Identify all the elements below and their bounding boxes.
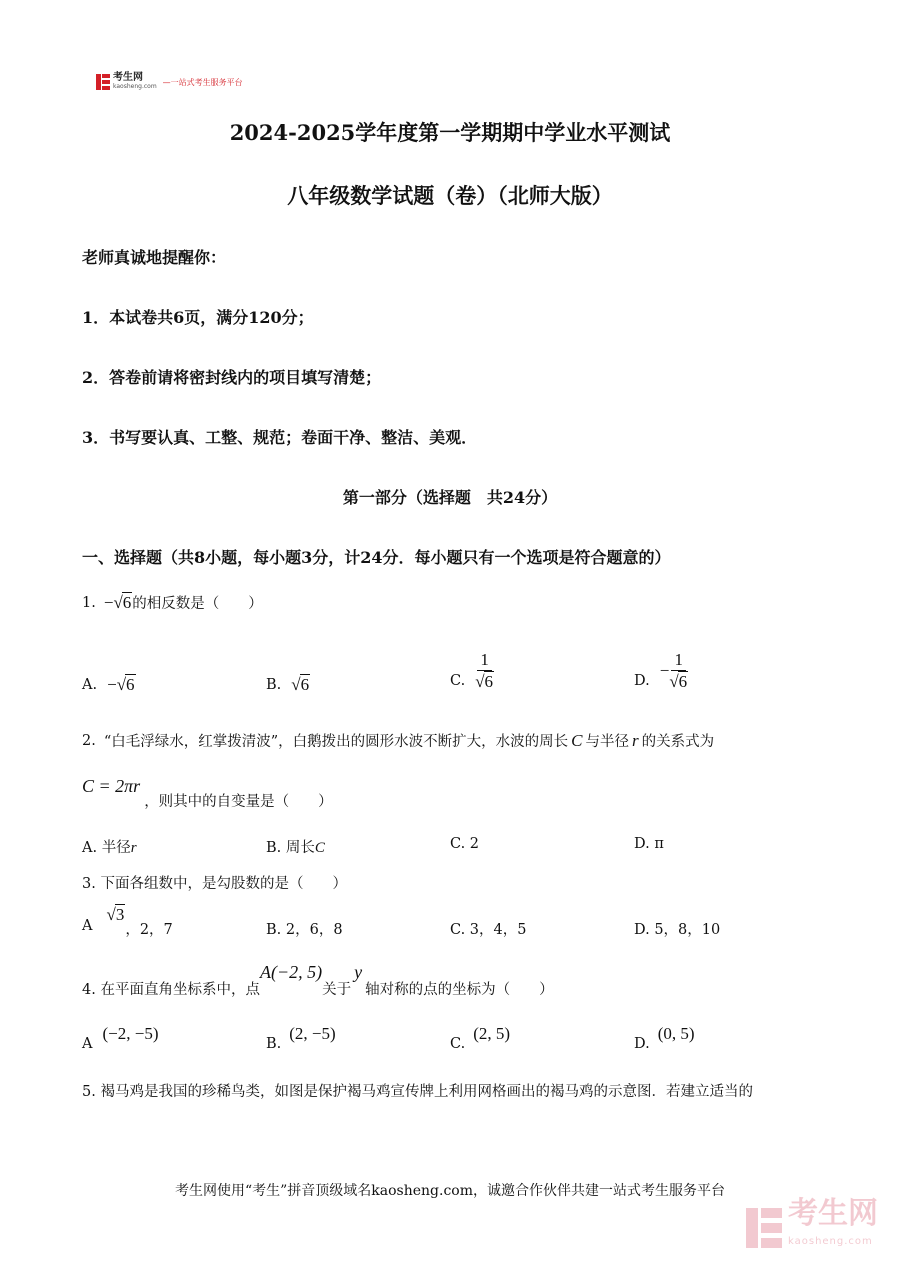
notice-item-3: 3．书写要认真、工整、规范；卷面干净、整洁、美观．: [82, 428, 478, 447]
watermark: [746, 1196, 878, 1256]
q2-option-b[interactable]: B. 周长C: [266, 840, 325, 856]
question-1-stem: 1. − √6 的相反数是（ ）: [82, 592, 263, 612]
notice-item-1: 1．本试卷共6页，满分120分；: [82, 308, 314, 327]
q1-option-c[interactable]: C. $\frac{1}{√6}$: [450, 650, 494, 691]
q4-option-c[interactable]: C. (2, 5): [450, 1024, 511, 1052]
q4-option-b[interactable]: B. (2, −5): [266, 1024, 336, 1052]
logo-mark-icon: [96, 74, 110, 90]
q1-option-d[interactable]: D. − $\frac{1}{√6}$: [634, 650, 688, 691]
q1-option-a[interactable]: A. − √6: [82, 674, 135, 694]
notice-heading: 老师真诚地提醒你：: [82, 248, 227, 267]
q4-option-d[interactable]: D. (0, 5): [634, 1024, 695, 1052]
question-4-stem: 4. 在平面直角坐标系中，点 A(−2, 5) 关于 y 轴对称的点的坐标为（ ）: [82, 962, 554, 998]
q2-option-a[interactable]: A. 半径r: [82, 840, 137, 856]
question-2-stem: 2. “白毛浮绿水，红掌拨清波”，白鹅拨出的圆形水波不断扩大，水波的周长 C 与半径 r 的关系式为: [82, 730, 715, 750]
brand-logo[interactable]: [96, 72, 243, 92]
question-3-stem: 3. 下面各组数中，是勾股数的是（ ）: [82, 876, 347, 892]
part1-heading: 第一部分（选择题 共24分）: [342, 488, 558, 507]
watermark-domain: kaosheng.com: [788, 1236, 873, 1247]
watermark-text: 考生网: [788, 1196, 878, 1231]
q3-option-b[interactable]: B. 2，6，8: [266, 922, 343, 938]
logo-domain: kaosheng.com: [113, 83, 157, 90]
section-title: 一、选择题（共8小题，每小题3分，计24分．每小题只有一个选项是符合题意的）: [82, 548, 671, 567]
question-2-line2: C = 2πr ，则其中的自变量是（ ）: [82, 776, 333, 810]
page-title: 2024-2025学年度第一学期期中学业水平测试: [229, 120, 671, 145]
question-5-stem: 5. 褐马鸡是我国的珍稀鸟类，如图是保护褐马鸡宣传牌上利用网格画出的褐马鸡的示意图．若建立适当的: [82, 1084, 753, 1100]
footer-text: 考生网使用“考生”拼音顶级域名kaosheng.com，诚邀合作伙伴共建一站式考生服务平台: [174, 1183, 726, 1199]
logo-slogan: —一站式考生服务平台: [162, 77, 243, 87]
q1-option-b[interactable]: B. √6: [266, 675, 310, 694]
watermark-logo-icon: [746, 1208, 782, 1248]
notice-item-2: 2．答卷前请将密封线内的项目填写清楚；: [82, 368, 382, 387]
q3-option-d[interactable]: D. 5，8，10: [634, 922, 721, 938]
q4-option-a[interactable]: A (−2, −5): [82, 1024, 159, 1052]
q2-option-c[interactable]: C. 2: [450, 836, 480, 852]
q3-option-c[interactable]: C. 3，4，5: [450, 922, 527, 938]
q3-option-a[interactable]: A √3 ，2，7: [82, 905, 173, 938]
logo-text: 考生网 kaosheng.com: [113, 72, 157, 90]
page-subtitle: 八年级数学试题（卷）（北师大版）: [287, 183, 613, 208]
q2-option-d[interactable]: D. π: [634, 836, 664, 852]
